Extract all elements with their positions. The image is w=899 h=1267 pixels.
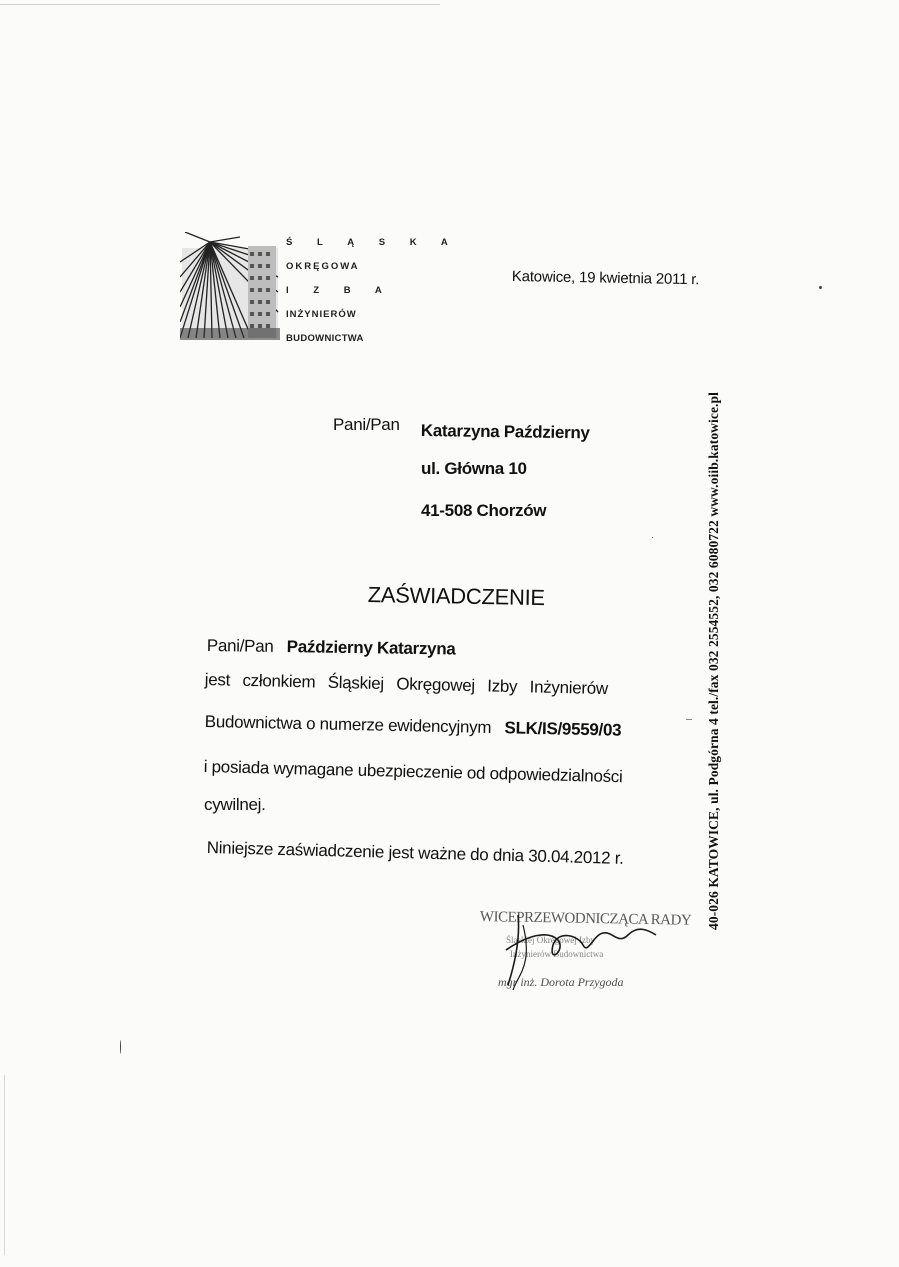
logo-line-2: OKRĘGOWA bbox=[286, 261, 360, 272]
recipient-street: ul. Główna 10 bbox=[421, 459, 527, 478]
scan-edge-left bbox=[4, 1075, 5, 1255]
body-line-3: i posiada wymagane ubezpieczenie od odpowiedzialności bbox=[203, 757, 623, 787]
recipient-city: 41-508 Chorzów bbox=[421, 501, 547, 520]
document-title: ZAŚWIADCZENIE bbox=[367, 582, 545, 611]
body-prefix: Pani/Pan bbox=[206, 636, 274, 656]
body-line-4: cywilnej. bbox=[204, 795, 266, 814]
body-line-2 bbox=[205, 712, 622, 741]
body-line-person bbox=[207, 636, 456, 659]
body-line-1: jest członkiem Śląskiej Okręgowej Izby Inżynierów bbox=[204, 670, 609, 699]
body-line-2-text: Budownictwa o numerze ewidencyjnym bbox=[204, 712, 492, 737]
logo-line-3: I Z B A bbox=[286, 285, 393, 296]
recipient-prefix: Pani/Pan bbox=[333, 415, 400, 434]
stamp-line-3: Inżynierów Budownictwa bbox=[510, 949, 604, 959]
logo-line-5: BUDOWNICTWA bbox=[286, 333, 364, 344]
stamp-signer: mgr inż. Dorota Przygoda bbox=[498, 975, 624, 989]
scan-speck bbox=[686, 719, 692, 720]
scan-speck bbox=[819, 286, 822, 289]
registration-number: SLK/IS/9559/03 bbox=[504, 718, 622, 740]
logo-text bbox=[286, 236, 459, 346]
signature-icon bbox=[478, 905, 688, 995]
scan-speck bbox=[120, 1040, 121, 1054]
stamp-line-2: Śląskiej Okręgowej Izby bbox=[506, 935, 595, 945]
stamp-line-1: WICEPRZEWODNICZĄCA RADY bbox=[479, 909, 692, 929]
body-person-name: Październy Katarzyna bbox=[286, 637, 456, 659]
sidebar-contact: 40-026 KATOWICE, ul. Podgórna 4 tel./fax 032 2554552, 032 6080722 www.oiib.katowice.pl bbox=[706, 392, 721, 930]
recipient-name: Katarzyna Październy bbox=[420, 421, 590, 443]
scan-edge-top bbox=[0, 4, 440, 5]
scan-speck bbox=[652, 537, 653, 538]
validity-line: Niniejsze zaświadczenie jest ważne do dnia 30.04.2012 r. bbox=[206, 838, 624, 868]
letter-date: Katowice, 19 kwietnia 2011 r. bbox=[511, 268, 700, 289]
logo-line-4: INŻYNIERÓW bbox=[286, 309, 357, 320]
oiib-logo-icon bbox=[180, 232, 280, 340]
logo-line-1: Ś L Ą S K A bbox=[286, 237, 459, 248]
official-stamp bbox=[478, 905, 692, 995]
